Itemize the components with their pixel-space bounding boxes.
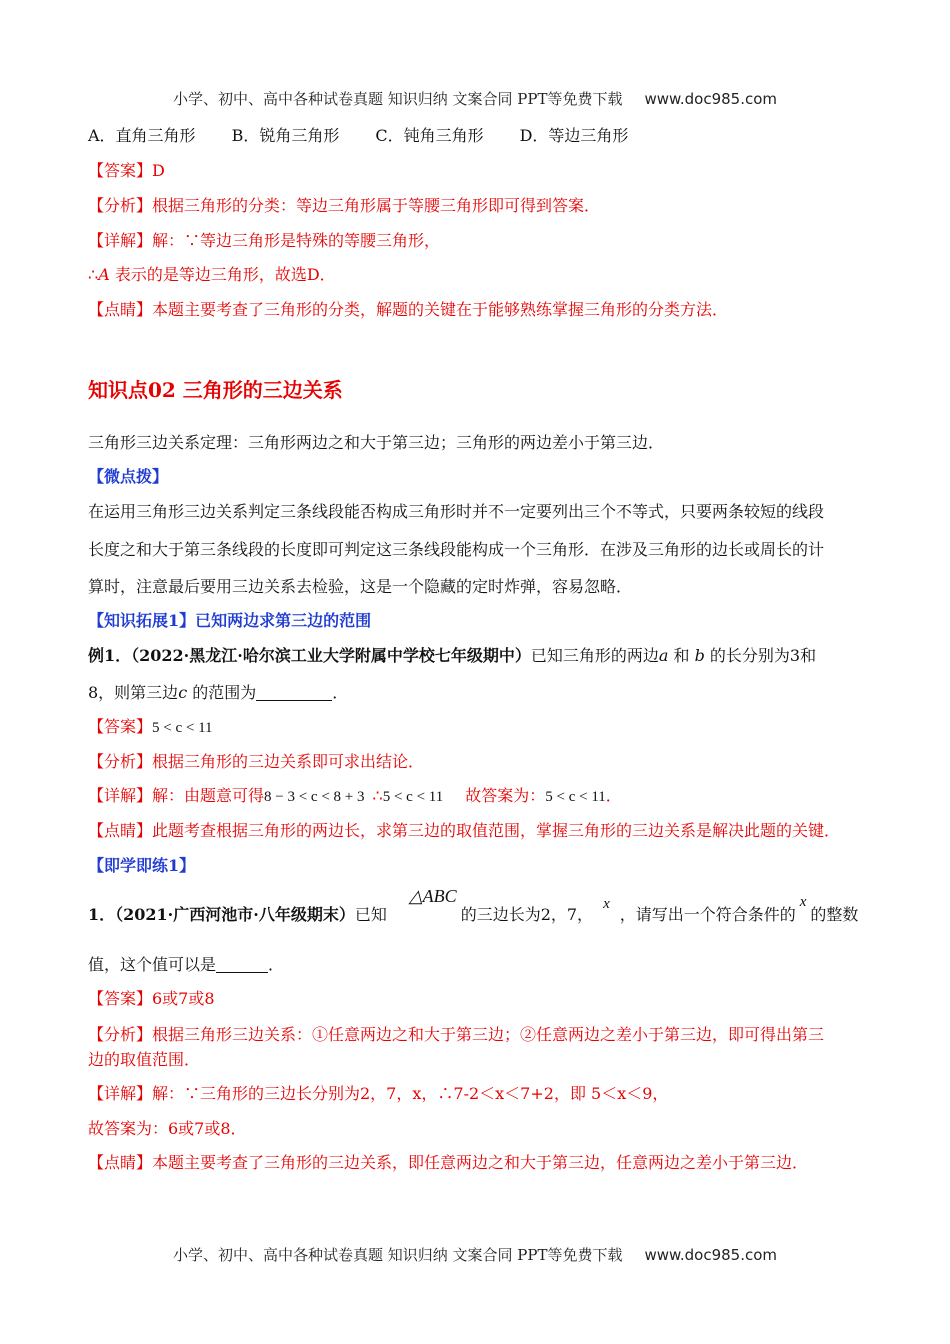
practice-num: 1． — [88, 905, 116, 924]
footer-text: 小学、初中、高中各种试卷真题 知识归纳 文案合同 PPT等免费下载 — [172, 1246, 623, 1264]
option-b: B．锐角三角形 — [231, 126, 340, 145]
practice-text-b: 的三边长为2，7， — [460, 905, 594, 924]
answer-label: 【答案】 — [88, 717, 153, 736]
tip-line-2: 长度之和大于第三条线段的长度即可判定这三条线段能构成一个三角形．在涉及三角形的边长或周长的计 — [88, 540, 825, 559]
q0-answer: 【答案】D — [88, 161, 165, 180]
theorem-text: 三角形三边关系定理：三角形两边之和大于第三边；三角形的两边差小于第三边． — [88, 433, 665, 452]
var-a: A — [98, 265, 110, 284]
var-x-2: x — [799, 894, 807, 910]
practice-source: （2021·广西河池市·八年级期末） — [115, 905, 355, 924]
page-header — [0, 89, 950, 109]
practice-line2-end: ． — [268, 955, 285, 974]
detail-math-1: 8 − 3 < c < 8 + 3 — [264, 789, 365, 805]
example-text-b: 和 — [668, 646, 695, 665]
practice-question-line-1 — [88, 888, 858, 928]
option-d: D．等边三角形 — [519, 126, 629, 145]
practice-text-d: 的整数 — [810, 905, 859, 924]
practice-detail-1: 【详解】解：∵三角形的三边长分别为2，7，x，∴7-2＜x＜7+2，即 5＜x＜9， — [88, 1084, 669, 1103]
header-text: 小学、初中、高中各种试卷真题 知识归纳 文案合同 PPT等免费下载 — [172, 90, 623, 108]
detail-math-2: 5 < c < 11 — [382, 789, 444, 805]
q0-comment: 【点睛】本题主要考查了三角形的分类，解题的关键在于能够熟练掌握三角形的分类方法． — [88, 300, 729, 319]
answer-math: 5 < c < 11 — [152, 720, 213, 736]
triangle-abc: △ABC — [408, 886, 457, 906]
therefore-symbol: ∴ — [88, 265, 99, 284]
example-1-line-2 — [88, 683, 348, 703]
practice-detail-2: 故答案为：6或7或8． — [88, 1119, 247, 1138]
practice-comment: 【点睛】本题主要考查了三角形的三边关系，即任意两边之和大于第三边，任意两边之差小于第三边． — [88, 1153, 809, 1172]
page-footer — [0, 1245, 950, 1265]
tip-label: 【微点拨】 — [88, 467, 169, 486]
practice-text-c: ，请写出一个符合条件的 — [619, 905, 796, 924]
example-source: （2022·黑龙江·哈尔滨工业大学附属中学校七年级期中） — [131, 646, 531, 665]
example-answer — [88, 717, 213, 738]
therefore-symbol: ∴ — [372, 786, 383, 805]
example-label: 例1． — [88, 646, 132, 665]
option-a: A．直角三角形 — [88, 126, 196, 145]
practice-label: 【即学即练1】 — [88, 856, 196, 875]
detail-text-a: 【详解】解：由题意可得 — [88, 786, 265, 805]
practice-analysis-1: 【分析】根据三角形三边关系：①任意两边之和大于第三边；②任意两边之差小于第三边，即可得出第三 — [88, 1025, 825, 1044]
option-c: C．钝角三角形 — [375, 126, 484, 145]
footer-site-link[interactable]: www.doc985.com — [644, 1246, 778, 1264]
example-analysis: 【分析】根据三角形的三边关系即可求出结论． — [88, 752, 425, 771]
extension-label: 【知识拓展1】已知两边求第三边的范围 — [88, 611, 372, 630]
example-text-c: 的长分别为3和 — [704, 646, 817, 665]
var-c: c — [178, 683, 188, 702]
example-line2-text-b: 的范围为 — [187, 683, 257, 702]
practice-text-a: 已知 — [354, 905, 387, 924]
example-comment: 【点睛】此题考查根据三角形的两边长，求第三边的取值范围，掌握三角形的三边关系是解决此题的关键． — [88, 821, 841, 840]
example-detail — [88, 786, 622, 807]
practice-question-line-2 — [88, 955, 284, 975]
practice-answer: 【答案】6或7或8 — [88, 989, 215, 1008]
example-line2-text-a: 8，则第三边 — [88, 683, 179, 702]
tip-line-3: 算时，注意最后要用三边关系去检验，这是一个隐藏的定时炸弹，容易忽略． — [88, 577, 633, 596]
detail-text-b: 故答案为： — [465, 786, 546, 805]
choice-options — [88, 126, 628, 146]
var-b: b — [694, 646, 705, 665]
header-site-link[interactable]: www.doc985.com — [644, 90, 778, 108]
tip-line-1: 在运用三角形三边关系判定三条线段能否构成三角形时并不一定要列出三个不等式，只要两条较短的线段 — [88, 502, 825, 521]
detail-math-3: 5 < c < 11 — [545, 789, 606, 805]
q0-analysis: 【分析】根据三角形的分类：等边三角形属于等腰三角形即可得到答案． — [88, 196, 601, 215]
q0-detail-2-text: 表示的是等边三角形，故选D． — [109, 265, 336, 284]
example-1-line-1 — [88, 646, 816, 666]
answer-blank[interactable] — [216, 956, 268, 973]
example-text-a: 已知三角形的两边 — [530, 646, 659, 665]
practice-analysis-2: 边的取值范围． — [88, 1050, 201, 1069]
q0-detail-1: 【详解】解：∵等边三角形是特殊的等腰三角形， — [88, 231, 441, 250]
answer-blank[interactable] — [256, 684, 332, 701]
practice-line2-text: 值，这个值可以是 — [88, 955, 217, 974]
detail-end: ． — [605, 786, 622, 805]
section-title: 知识点02 三角形的三边关系 — [88, 378, 343, 402]
var-a: a — [658, 646, 669, 665]
example-line2-end: ． — [332, 683, 349, 702]
q0-detail-2 — [88, 265, 336, 285]
var-x: x — [603, 896, 610, 912]
